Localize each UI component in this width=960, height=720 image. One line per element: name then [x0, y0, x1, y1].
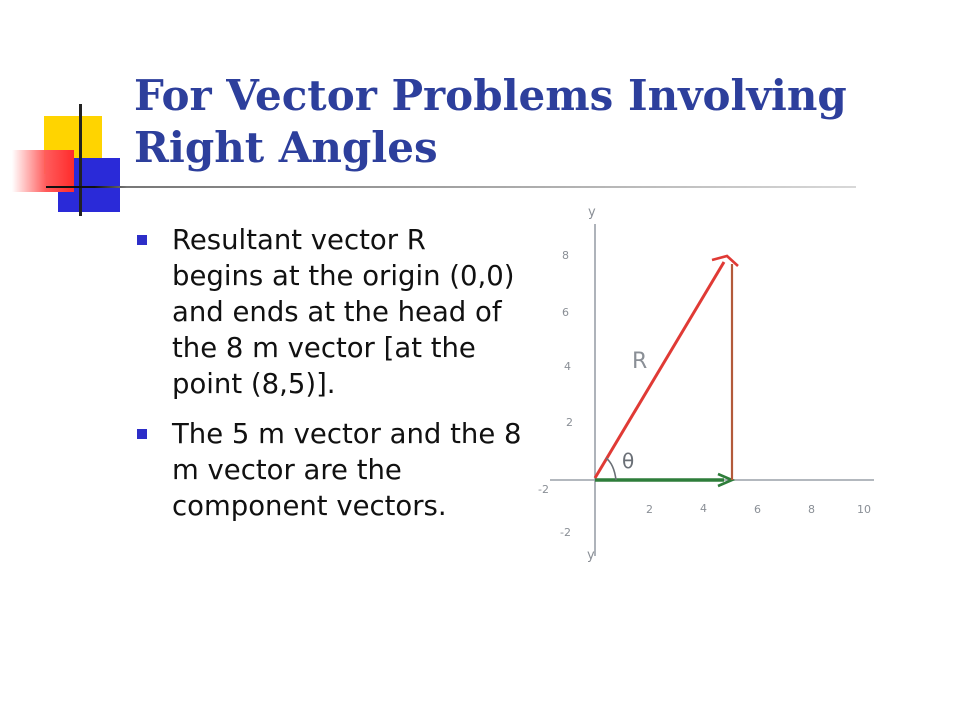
- y-axis-label-top: y: [588, 205, 596, 220]
- angle-arc: [606, 458, 616, 480]
- y-tick-label: 2: [566, 416, 573, 429]
- bullet-text: Resultant vector R begins at the origin (0,0) and ends at the head of the 8 m vector [at the point (8,5)].: [172, 224, 515, 400]
- slide-title: For Vector Problems Involving Right Angles: [134, 71, 847, 172]
- decor-vertical-line: [79, 104, 82, 216]
- resultant-vector: [595, 262, 724, 478]
- title-underline: [46, 186, 856, 188]
- x-tick-label: -2: [538, 483, 549, 496]
- x-tick-label: 6: [754, 503, 761, 516]
- bullet-text: The 5 m vector and the 8 m vector are the component vectors.: [172, 418, 522, 522]
- y-tick-label: 6: [562, 306, 569, 319]
- x-tick-label: 4: [700, 502, 707, 515]
- x-tick-label: 10: [857, 503, 871, 516]
- bullet-list: [134, 222, 524, 538]
- vector-graph: [536, 196, 882, 576]
- x-tick-label: 8: [808, 503, 815, 516]
- y-axis-label-bottom: y: [587, 548, 595, 563]
- y-tick-label: 4: [564, 360, 571, 373]
- bullet-marker-icon: [137, 235, 147, 245]
- y-tick-label: -2: [560, 526, 571, 539]
- bullet-item: [134, 416, 524, 524]
- y-tick-label: 8: [562, 249, 569, 262]
- resultant-arrowhead-icon: [712, 256, 738, 266]
- bullet-marker-icon: [137, 429, 147, 439]
- bullet-item: [134, 222, 524, 402]
- x-tick-label: 2: [646, 503, 653, 516]
- resultant-label: R: [632, 349, 648, 374]
- angle-label: θ: [622, 449, 635, 473]
